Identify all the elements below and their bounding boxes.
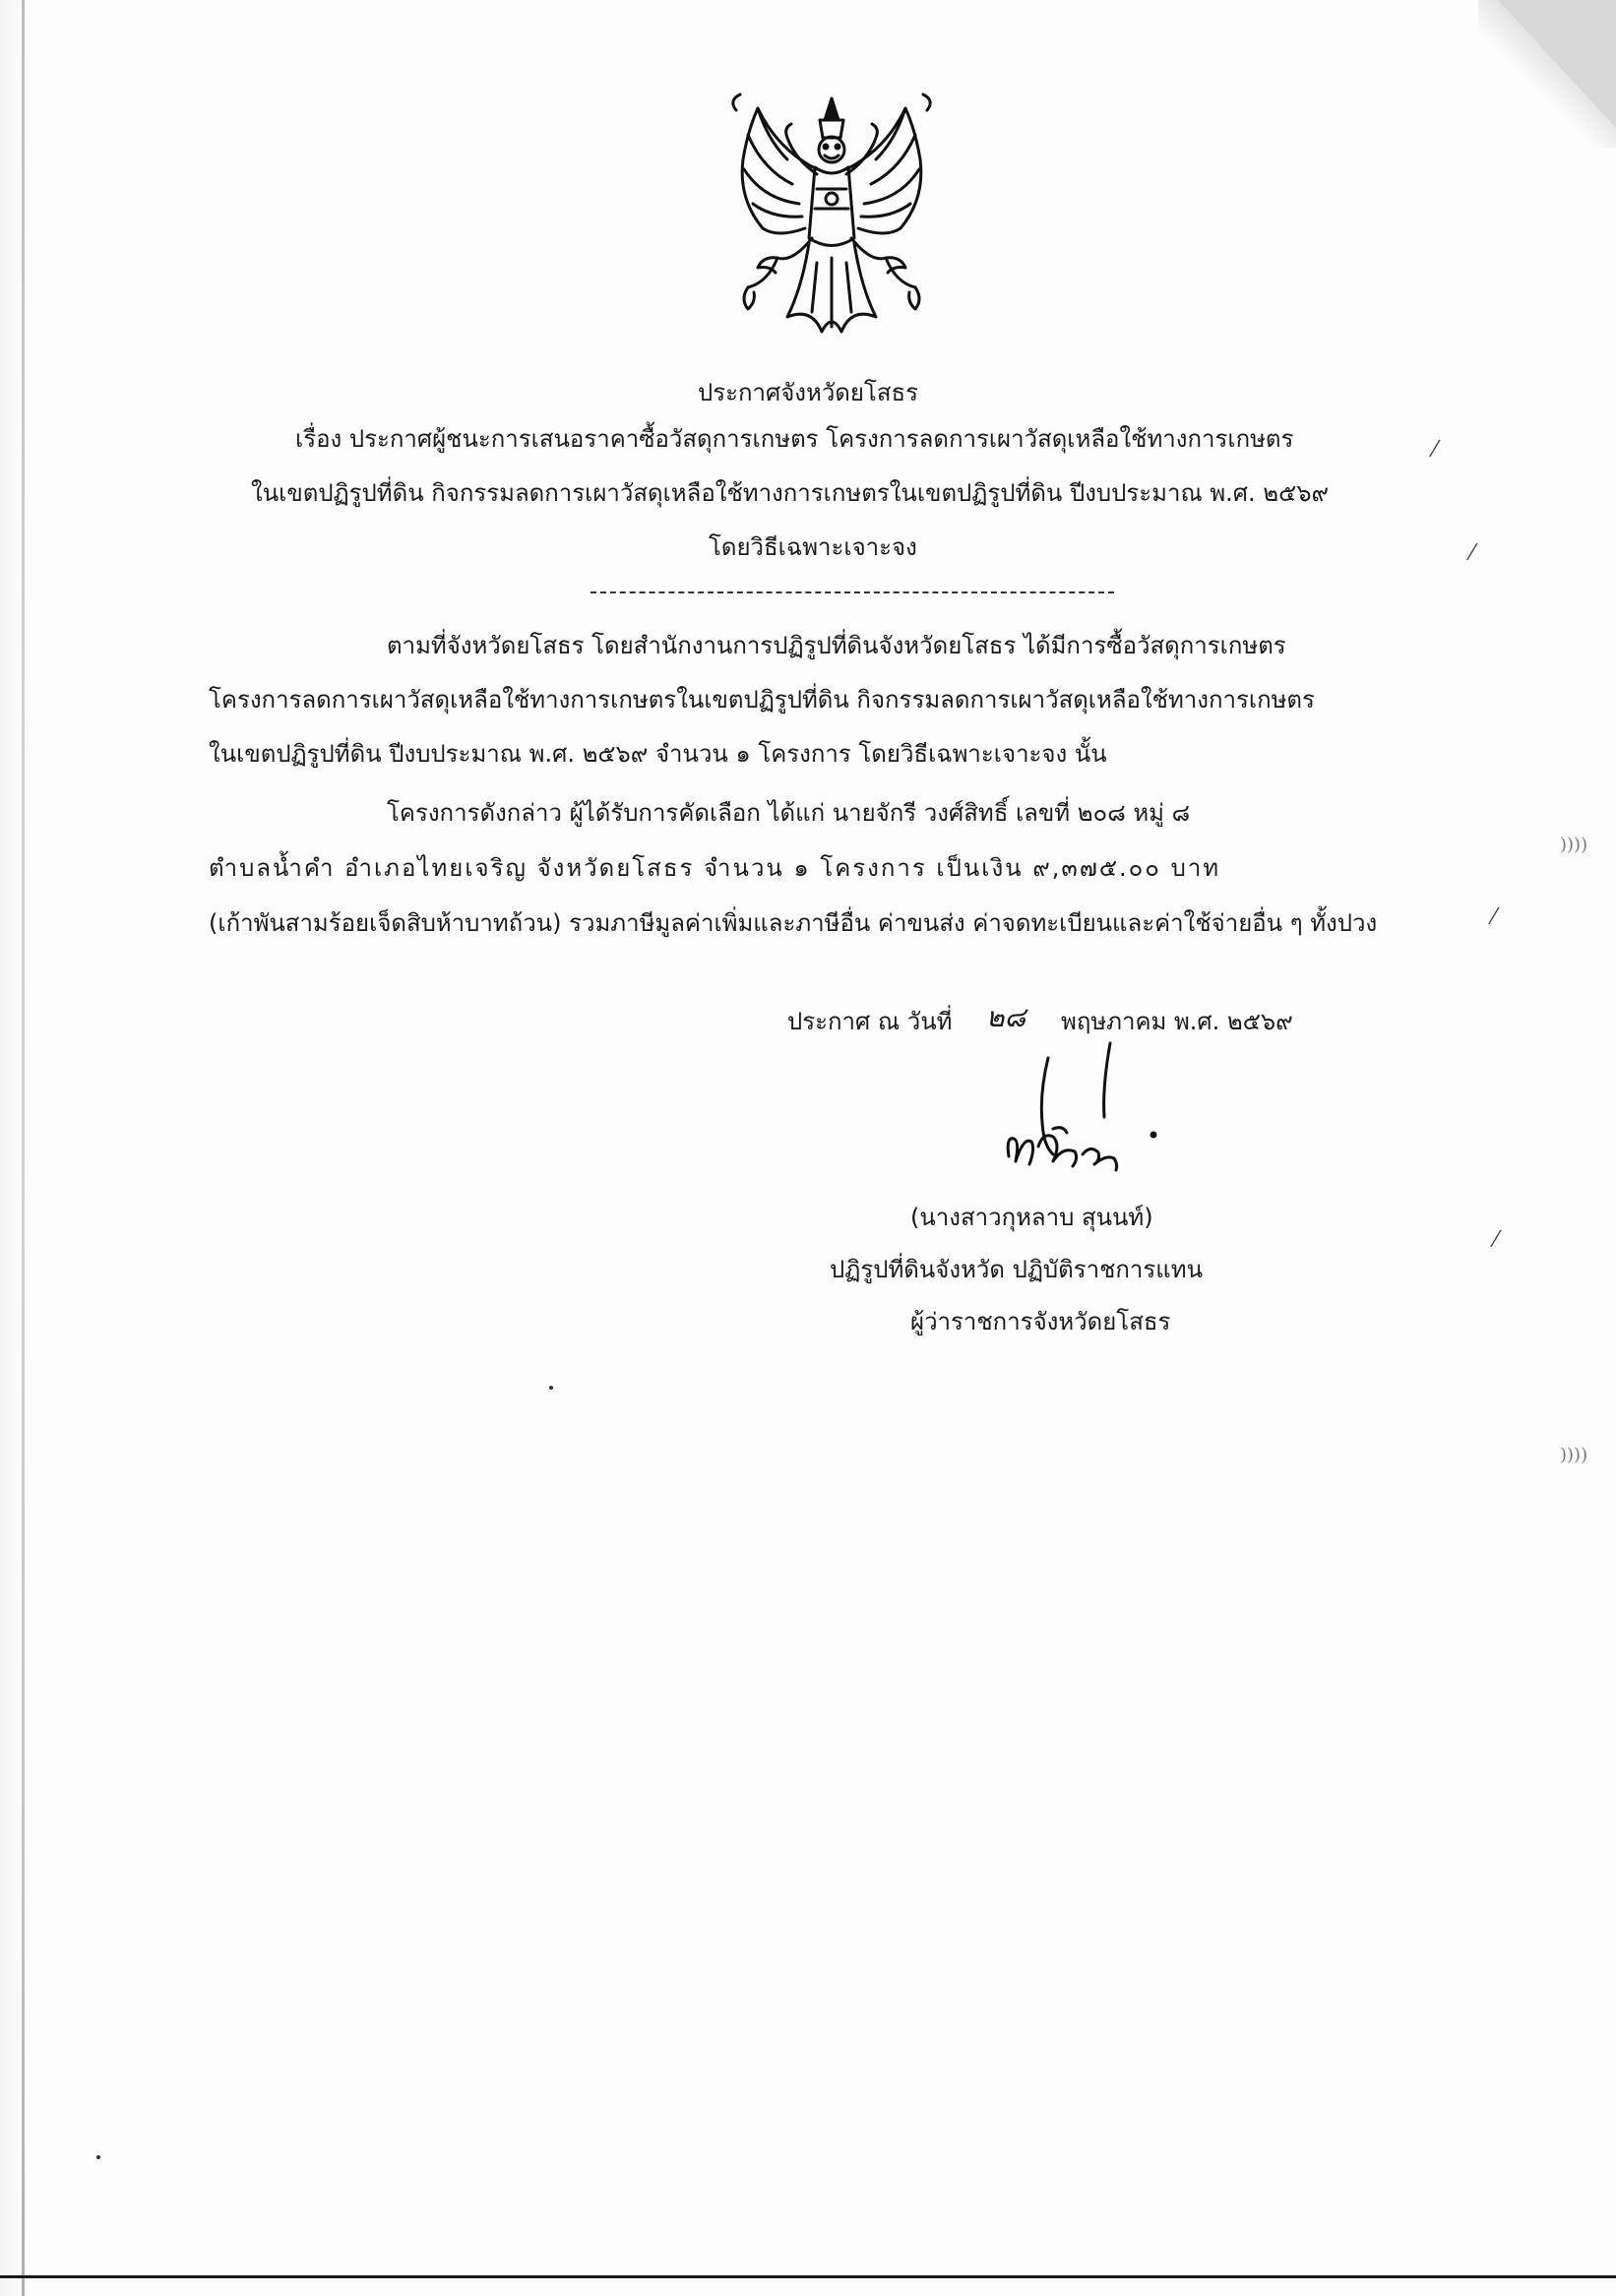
paragraph-1-line-1: ตามที่จังหวัดยโสธร โดยสำนักงานการปฏิรูปที่ดินจังหวัดยโสธร ได้มีการซื้อวัสดุการเกษตร (387, 632, 1286, 659)
announcement-subject-line-2: ในเขตปฏิรูปที่ดิน กิจกรรมลดการเผาวัสดุเหลือใช้ทางการเกษตรในเขตปฏิรูปที่ดิน ปีงบประมาณ พ.ศ. ๒๕๖๙ (251, 479, 1330, 507)
pen-tick-mark: ⁄ (1492, 905, 1496, 930)
scan-speck (549, 1386, 553, 1390)
date-day-handwritten: ๒๘ (986, 1001, 1026, 1033)
signatory-position-1: ปฏิรูปที่ดินจังหวัด ปฏิบัติราชการแทน (830, 1256, 1203, 1283)
scan-left-margin (0, 0, 20, 2296)
scan-left-edge (22, 0, 25, 2296)
paragraph-2-line-2: ตำบลน้ำคำ อำเภอไทยเจริญ จังหวัดยโสธร จำนวน ๑ โครงการ เป็นเงิน ๙,๓๗๕.๐๐ บาท (209, 854, 1221, 882)
binding-hole-mark: )))) (1560, 835, 1588, 855)
scan-speck (96, 2155, 100, 2159)
binding-hole-mark: )))) (1560, 1445, 1588, 1465)
pen-tick-mark: ⁄ (1470, 541, 1474, 566)
announcement-subject-line-3: โดยวิธีเฉพาะเจาะจง (709, 533, 917, 561)
announcement-subject-line-1: เรื่อง ประกาศผู้ชนะการเสนอราคาซื้อวัสดุการเกษตร โครงการลดการเผาวัสดุเหลือใช้ทางการเกษตร (295, 425, 1294, 453)
signatory-position-2: ผู้ว่าราชการจังหวัดยโสธร (910, 1308, 1171, 1335)
pen-tick-mark: ⁄ (1433, 438, 1437, 463)
corner-fold (1498, 0, 1616, 128)
paragraph-1-line-3: ในเขตปฏิรูปที่ดิน ปีงบประมาณ พ.ศ. ๒๕๖๙ จำนวน ๑ โครงการ โดยวิธีเฉพาะเจาะจง นั้น (209, 740, 1107, 768)
pen-tick-mark: ⁄ (1494, 1228, 1498, 1253)
handwritten-signature (984, 1038, 1181, 1196)
paragraph-1-line-2: โครงการลดการเผาวัสดุเหลือใช้ทางการเกษตรในเขตปฏิรูปที่ดิน กิจกรรมลดการเผาวัสดุเหลือใช้ทางการเกษตร (209, 686, 1315, 714)
date-line-prefix: ประกาศ ณ วันที่ (787, 1008, 953, 1035)
date-month-year: พฤษภาคม พ.ศ. ๒๕๖๙ (1061, 1008, 1293, 1035)
paragraph-2-line-3: (เก้าพันสามร้อยเจ็ดสิบห้าบาทถ้วน) รวมภาษีมูลค่าเพิ่มและภาษีอื่น ค่าขนส่ง ค่าจดทะเบียนและค่าใช้จ่ายอื่น ๆ ทั้งปวง (209, 909, 1378, 937)
scan-bottom-edge (0, 2275, 1616, 2278)
announcement-issuer: ประกาศจังหวัดยโสธร (697, 379, 919, 406)
garuda-emblem-icon (718, 91, 945, 356)
signatory-name: (นางสาวกุหลาบ สุนนท์) (910, 1204, 1153, 1231)
divider-rule (590, 591, 1114, 593)
paragraph-2-line-1: โครงการดังกล่าว ผู้ได้รับการคัดเลือก ได้แก่ นายจักรี วงศ์สิทธิ์ เลขที่ ๒๐๘ หมู่ ๘ (387, 799, 1191, 827)
